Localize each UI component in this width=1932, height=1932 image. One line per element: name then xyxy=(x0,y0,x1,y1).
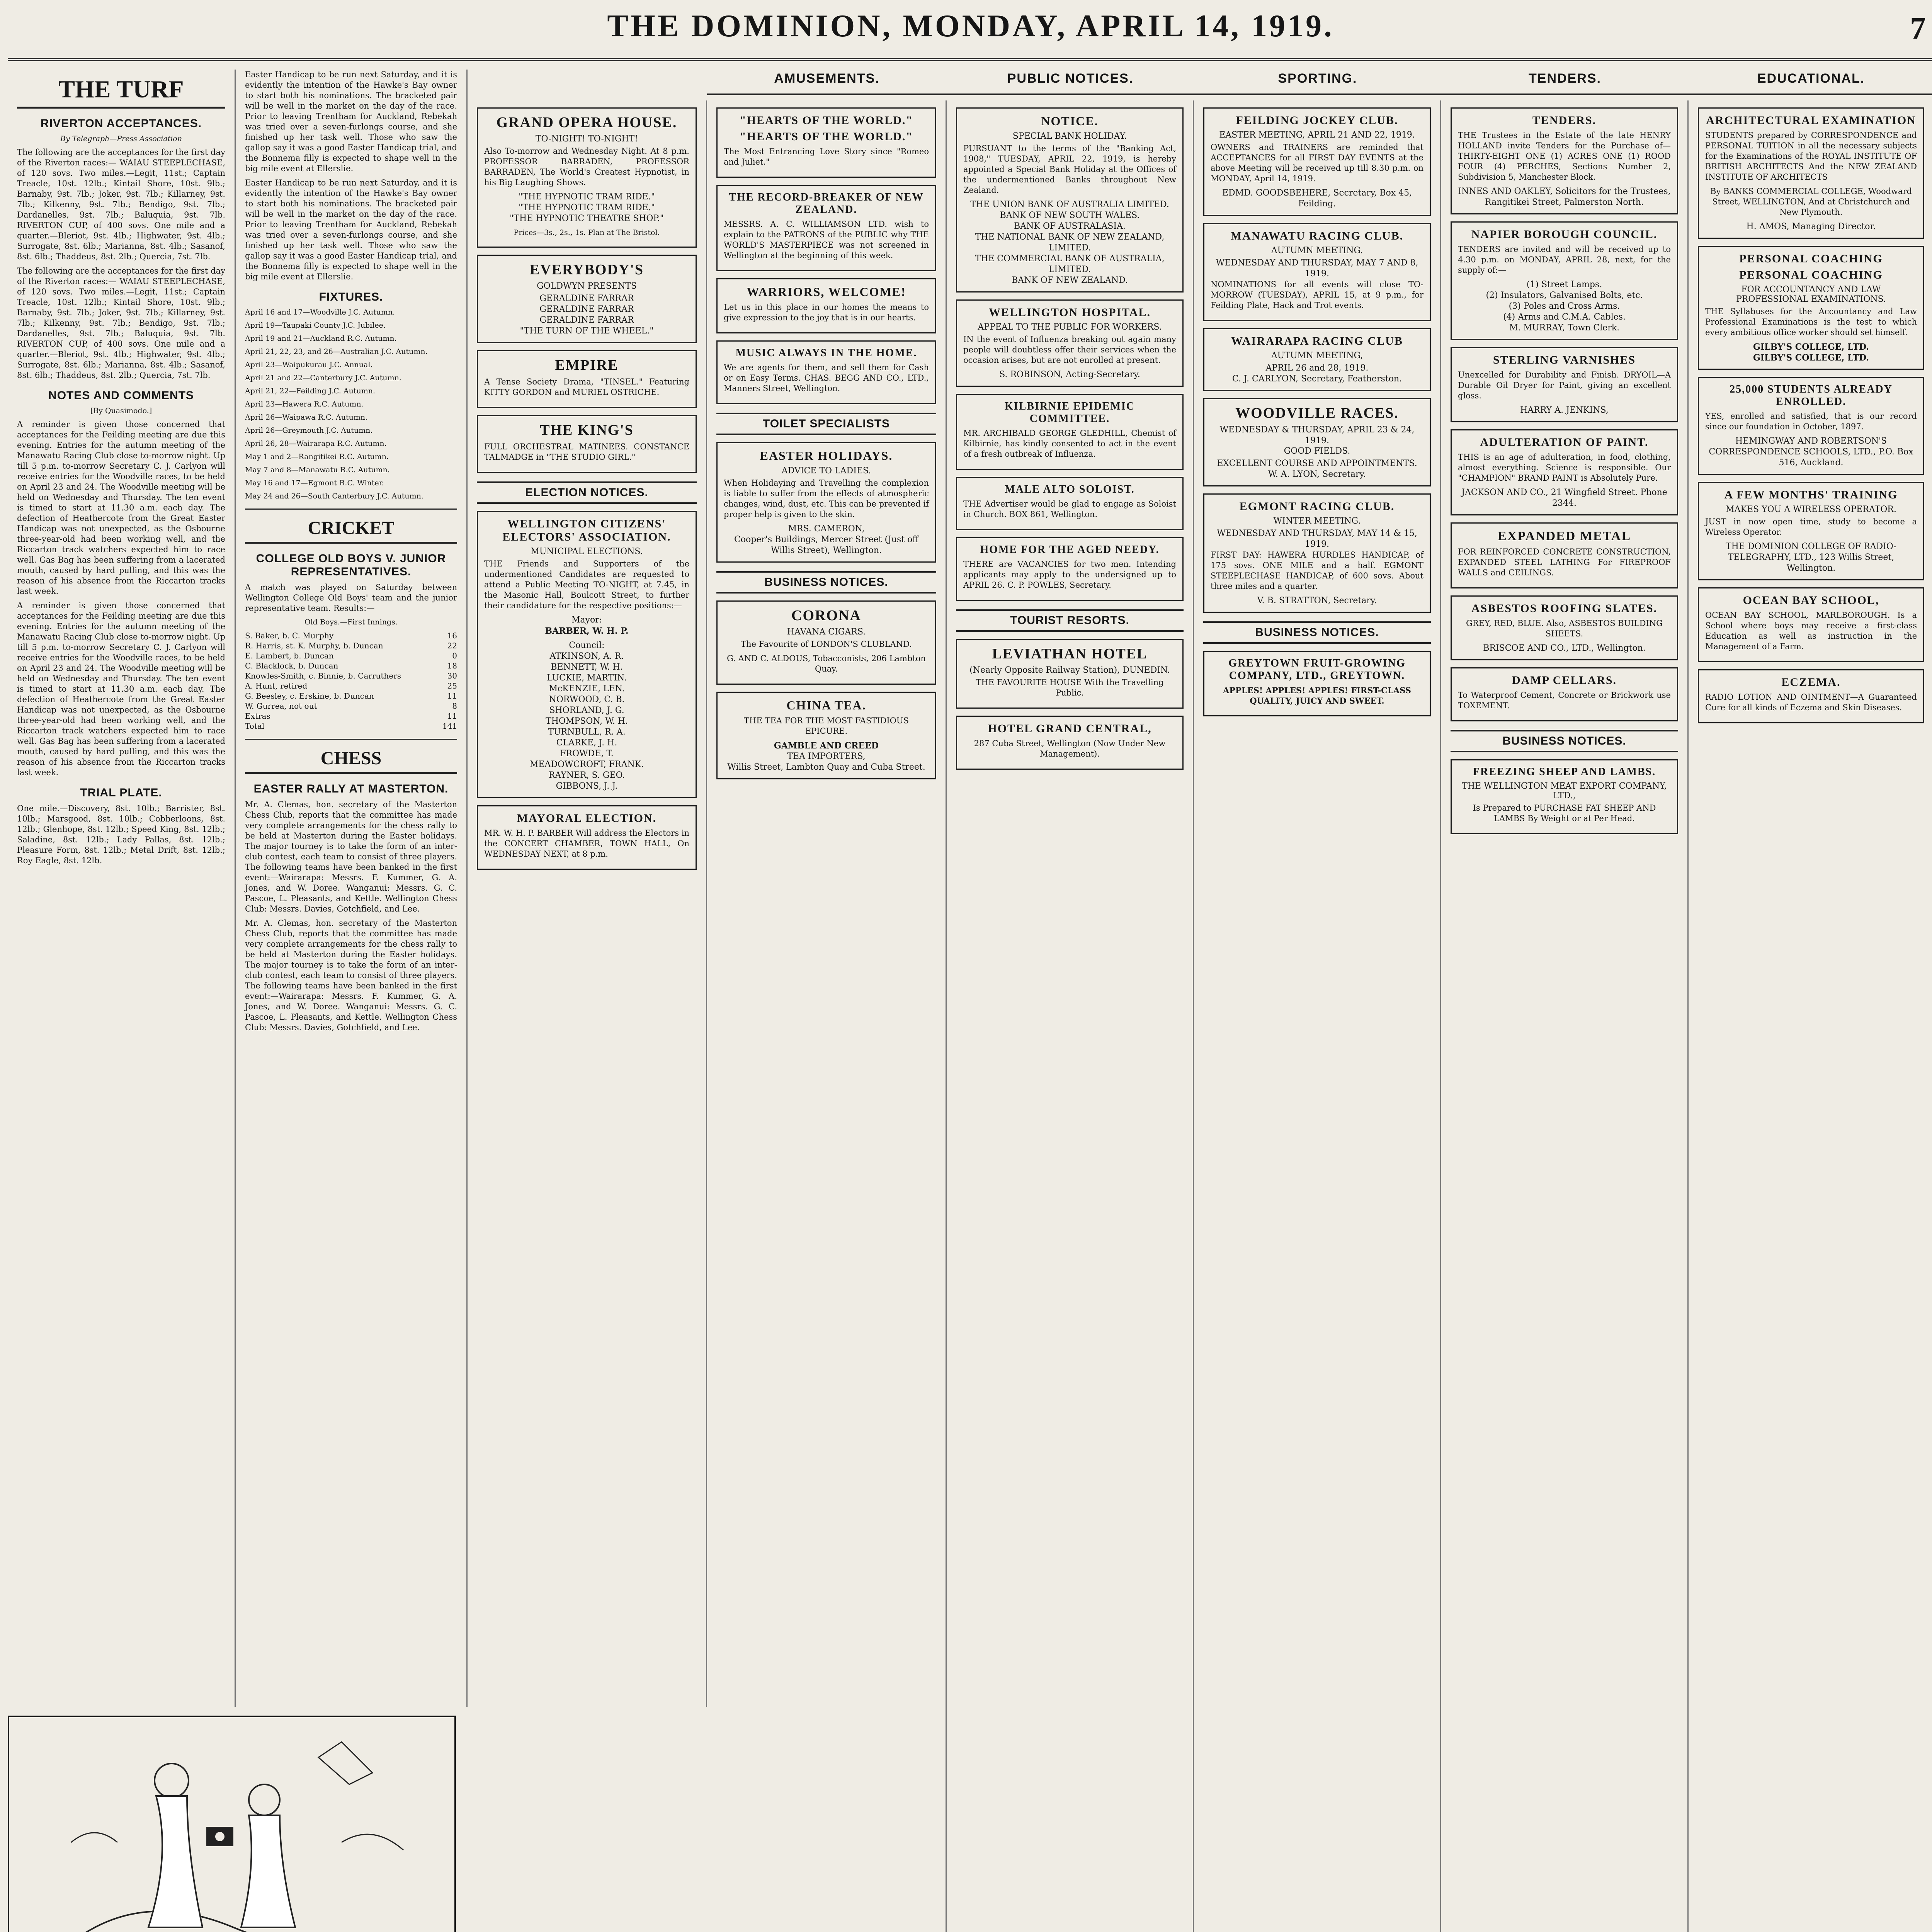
asbestos-text: GREY, RED, BLUE. Also, ASBESTOS BUILDING SHEETS. xyxy=(1466,619,1663,638)
arch-by: By BANKS COMMERCIAL COLLEGE, Woodward Street, WELLINGTON, And at Christchurch and New Plymouth. xyxy=(1710,187,1912,217)
council-candidate: CLARKE, J. H. xyxy=(556,738,617,748)
hearts-title: "HEARTS OF THE WORLD." xyxy=(739,114,913,127)
feilding-jockey-club xyxy=(1203,107,1431,216)
opera-house-tonight: TO-NIGHT! TO-NIGHT! xyxy=(535,134,638,144)
council-candidate: THOMPSON, W. H. xyxy=(545,716,628,726)
sheep-sub: THE WELLINGTON MEAT EXPORT COMPANY, LTD., xyxy=(1462,781,1667,801)
corona-sub: HAVANA CIGARS. xyxy=(787,627,866,637)
mayoral-text: MR. W. H. P. BARBER Will address the Electors in the CONCERT CHAMBER, TOWN HALL, On WEDNESDAY NEXT, at 8 p.m. xyxy=(484,828,689,859)
hospital-appeal xyxy=(956,299,1184,387)
business-notices-heading-3: BUSINESS NOTICES. xyxy=(1451,730,1678,752)
hearts-text: The Most Entrancing Love Story since "Romeo and Juliet." xyxy=(724,147,929,167)
runs: 25 xyxy=(447,681,457,690)
ocean-text: OCEAN BAY SCHOOL, MARLBOROUGH. Is a School where boys may receive a first-class Education as well as instruction in the Management of a Farm. xyxy=(1705,611,1917,651)
batsman: W. Gurrea, not out xyxy=(245,701,317,711)
aged-text: THERE are VACANCIES for two men. Intending applicants may apply to the undersigned up to APRIL 26. C. P. POWLES, Secretary. xyxy=(963,560,1176,590)
radio-text: JUST in now open time, study to become a Wireless Operator. xyxy=(1705,517,1917,537)
trial-plate-heading: TRIAL PLATE. xyxy=(80,786,162,799)
architectural-exam-ad xyxy=(1698,107,1924,239)
everybodys-star: GERALDINE FARRAR xyxy=(539,304,634,314)
sheep-title: FREEZING SHEEP AND LAMBS. xyxy=(1473,766,1656,778)
fixture-item: May 1 and 2—Rangitikei R.C. Autumn. xyxy=(245,452,389,461)
section-header-public-notices: PUBLIC NOTICES. xyxy=(947,65,1194,95)
egmont-sub: WINTER MEETING. xyxy=(1273,516,1361,526)
citizens-text: THE Friends and Supporters of the undermentioned Candidates are requested to attend a Public Meeting TO-NIGHT, at 7.45, in the Masonic Hall, Boulcott Street, to further their candidature for the respective positions:— xyxy=(484,559,689,610)
eczema-text: RADIO LOTION AND OINTMENT—A Guaranteed Cure for all kinds of Eczema and Skin Diseases. xyxy=(1705,692,1917,712)
council-label: Council: xyxy=(569,641,605,650)
everybodys-ad xyxy=(477,255,697,343)
greytown-title: GREYTOWN FRUIT-GROWING COMPANY, LTD., GREYTOWN. xyxy=(1228,657,1406,682)
batsman: Extras xyxy=(245,711,270,721)
bank-name: BANK OF NEW ZEALAND. xyxy=(1012,276,1128,285)
napier-item: (3) Poles and Cross Arms. xyxy=(1509,301,1620,311)
everybodys-title: EVERYBODY'S xyxy=(529,262,644,278)
ocean-title: OCEAN BAY SCHOOL, xyxy=(1743,594,1879,607)
wairarapa-racing-club xyxy=(1203,328,1431,391)
wireless-training-ad xyxy=(1698,482,1924,580)
batsman: C. Blacklock, b. Duncan xyxy=(245,661,338,670)
bank-name: THE COMMERCIAL BANK OF AUSTRALIA, LIMITED. xyxy=(975,254,1165,274)
fixture-item: May 7 and 8—Manawatu R.C. Autumn. xyxy=(245,466,390,474)
greytown-text: APPLES! APPLES! APPLES! FIRST-CLASS QUALITY, JUICY AND SWEET. xyxy=(1223,685,1411,706)
turf-heading: THE TURF xyxy=(17,75,225,109)
council-candidate: RAYNER, S. GEO. xyxy=(548,770,625,780)
fixture-item: April 21 and 22—Canterbury J.C. Autumn. xyxy=(245,374,401,382)
column-turf-cont xyxy=(236,70,468,1707)
china-tea-ad xyxy=(716,692,936,779)
mayoral-title: MAYORAL ELECTION. xyxy=(517,812,657,825)
warriors-text: Let us in this place in our homes the means to give expression to the joy that is in our hearts. xyxy=(724,303,929,322)
corona-title: CORONA xyxy=(791,607,861,624)
music-home-ad xyxy=(716,340,936,404)
bank-notice-sub: SPECIAL BANK HOLIDAY. xyxy=(1012,131,1127,141)
fixtures-heading: FIXTURES. xyxy=(319,291,383,303)
woodville-text: EXCELLENT COURSE AND APPOINTMENTS. xyxy=(1217,459,1417,468)
soloist-notice xyxy=(956,477,1184,530)
mayor-candidate: BARBER, W. H. P. xyxy=(545,626,629,636)
council-candidate: BENNETT, W. H. xyxy=(551,662,623,672)
egmont-title: EGMONT RACING CLUB. xyxy=(1239,500,1395,513)
mayoral-election-ad xyxy=(477,805,697,870)
chess-text: Mr. A. Clemas, hon. secretary of the Masterton Chess Club, reports that the committee has made very complete arrangements for the chess rally to be held at Masterton during the Easter holidays. The major tourney is to take the form of an inter-club contest, each team to consist of three players. The following teams have been banked in the first event:—Wairarapa: Messrs. F. Kummer, G. A. Jones, and W. Doree. Wanganui: Messrs. G. C. Pascoe, L. Pleasants, and Kettle. Wellington Chess Club: Messrs. Davies, Gotchfield, and Lee. xyxy=(245,800,457,913)
china-tea-title: CHINA TEA. xyxy=(786,698,866,712)
holland-estate-tender xyxy=(1451,107,1678,214)
column-tenders xyxy=(1441,100,1689,1932)
manawatu-title: MANAWATU RACING CLUB. xyxy=(1230,230,1404,242)
sterling-varnishes-ad xyxy=(1451,347,1678,422)
fixture-item: April 19 and 21—Auckland R.C. Autumn. xyxy=(245,334,397,343)
council-candidate: GIBBONS, J. J. xyxy=(556,781,618,791)
runs: 0 xyxy=(452,651,457,660)
record-breaker-ad xyxy=(716,185,936,271)
gilby-college: GILBY'S COLLEGE, LTD. xyxy=(1753,342,1869,352)
council-candidates xyxy=(484,651,689,792)
damp-title: DAMP CELLARS. xyxy=(1512,674,1617,687)
manawatu-sub: AUTUMN MEETING. xyxy=(1271,246,1363,255)
election-notices-heading: ELECTION NOTICES. xyxy=(477,481,697,504)
adulteration-sign: JACKSON AND CO., 21 Wingfield Street. Phone 2344. xyxy=(1461,488,1667,508)
radio-title: A FEW MONTHS' TRAINING xyxy=(1724,488,1898,501)
napier-item: (4) Arms and C.M.A. Cables. xyxy=(1503,312,1626,322)
napier-item: (1) Street Lamps. xyxy=(1526,280,1602,289)
kings-ad xyxy=(477,415,697,473)
easter-sub: ADVICE TO LADIES. xyxy=(781,466,871,476)
fixture-item: April 26—Greymouth J.C. Autumn. xyxy=(245,426,373,435)
kings-title: THE KING'S xyxy=(540,422,634,438)
opera-house-text: Also To-morrow and Wednesday Night. At 8 p.m. PROFESSOR BARRADEN, PROFESSOR BARRADEN, The World's Greatest Hypnotist, in his Big Laughing Shows. xyxy=(484,146,689,187)
council-candidate: FROWDE, T. xyxy=(560,749,614,759)
tender1-title: TENDERS. xyxy=(1532,114,1597,127)
woodville-sub: GOOD FIELDS. xyxy=(1284,446,1350,456)
everybodys-star: GERALDINE FARRAR xyxy=(539,294,634,303)
damp-cellars-ad xyxy=(1451,667,1678,721)
fixture-item: May 24 and 26—South Canterbury J.C. Autumn. xyxy=(245,492,423,500)
kilbirnie-text: MR. ARCHIBALD GEORGE GLEDHILL, Chemist of Kilbirnie, has kindly consented to act in the event of a fresh outbreak of Influenza. xyxy=(963,429,1176,459)
fixture-item: April 21, 22—Feilding J.C. Autumn. xyxy=(245,387,376,395)
bank-notice-text: PURSUANT to the terms of the "Banking Act, 1908," TUESDAY, APRIL 22, 1919, is hereby appointed a Special Bank Holiday at the Offices of the undermentioned Banks throughout New Zealand. xyxy=(963,144,1176,195)
fixture-item: April 26, 28—Wairarapa R.C. Autumn. xyxy=(245,439,387,448)
metal-title: EXPANDED METAL xyxy=(1497,529,1631,543)
soloist-text: THE Advertiser would be glad to engage as Soloist in Church. BOX 861, Wellington. xyxy=(963,499,1176,519)
hospital-sign: S. ROBINSON, Acting-Secretary. xyxy=(999,370,1140,379)
picnic-illustration-icon xyxy=(25,1726,442,1932)
scorecard-row xyxy=(245,671,457,681)
greytown-fruit-ad xyxy=(1203,651,1431,716)
wairarapa-dates: APRIL 26 and 28, 1919. xyxy=(1265,363,1369,373)
runs: 141 xyxy=(442,721,457,731)
fixture-item: April 26—Waipawa R.C. Autumn. xyxy=(245,413,368,422)
varnish-title: STERLING VARNISHES xyxy=(1493,354,1636,366)
corona-text: The Favourite of LONDON'S CLUBLAND. xyxy=(741,639,912,649)
trial-plate-text: One mile.—Discovery, 8st. 10lb.; Barrister, 8st. 10lb.; Marsgood, 8st. 10lb.; Cobberloons, 8st. 12lb.; Glenhope, 8st. 12lb.; Speed King, 8st. 12lb.; Saladine, 8st. 12lb.; Lady Pallas, 8st. 12lb.; Pleasure Form, 8st. 12lb.; Metal Drift, 8st. 12lb.; Roy Eagle, 8st. 12lb. xyxy=(17,804,225,865)
batsman: R. Harris, st. K. Murphy, b. Duncan xyxy=(245,641,383,650)
section-header-amusements: AMUSEMENTS. xyxy=(707,65,947,95)
runs: 11 xyxy=(447,711,457,721)
woodville-dates: WEDNESDAY & THURSDAY, APRIL 23 & 24, 1919. xyxy=(1219,425,1415,446)
bank-name: THE UNION BANK OF AUSTRALIA LIMITED. xyxy=(970,200,1169,209)
leviathan-sub: (Nearly Opposite Railway Station), DUNEDIN. xyxy=(969,665,1170,675)
freezing-sheep-ad xyxy=(1451,759,1678,834)
runs: 11 xyxy=(447,691,457,701)
radio-sign: THE DOMINION COLLEGE OF RADIO-TELEGRAPHY, LTD., 123 Willis Street, Wellington. xyxy=(1725,542,1897,573)
fixtures-list xyxy=(245,308,457,501)
aged-needy-notice xyxy=(956,537,1184,601)
coaching-text: THE Syllabuses for the Accountancy and Law Professional Examinations is the test to which every ambitious office worker should set himself. xyxy=(1705,307,1917,337)
coaching-ad xyxy=(1698,246,1924,370)
business-notices-heading: BUSINESS NOTICES. xyxy=(716,571,936,594)
riverton-heading: RIVERTON ACCEPTANCES. xyxy=(40,117,202,130)
scorecard-row xyxy=(245,641,457,651)
leviathan-text: THE FAVOURITE HOUSE With the Travelling Public. xyxy=(976,678,1164,697)
council-candidate: LUCKIE, MARTIN. xyxy=(547,673,627,683)
easter-text: When Holidaying and Travelling the complexion is liable to suffer from the effects of atmospheric changes, wind, dust, etc. This can be prevented if proper help is given to the skin. xyxy=(724,478,929,519)
asbestos-sign: BRISCOE AND CO., LTD., Wellington. xyxy=(1483,643,1646,653)
coaching-title-repeat: PERSONAL COACHING xyxy=(1739,269,1883,281)
coaching-title: PERSONAL COACHING xyxy=(1739,252,1883,265)
aged-title: HOME FOR THE AGED NEEDY. xyxy=(980,544,1160,556)
feilding-text: OWNERS and TRAINERS are reminded that ACCEPTANCES for all FIRST DAY EVENTS at the above Meeting will be received up till 8.30 p.m. on MONDAY, April 14, 1919. xyxy=(1211,143,1423,183)
egmont-dates: WEDNESDAY AND THURSDAY, MAY 14 & 15, 1919. xyxy=(1217,529,1417,549)
damp-text: To Waterproof Cement, Concrete or Brickwork use TOXEMENT. xyxy=(1458,690,1671,710)
music-text: We are agents for them, and sell them for Cash or on Easy Terms. CHAS. BEGG AND CO., LTD., Manners Street, Wellington. xyxy=(724,363,929,393)
opera-house-ad xyxy=(477,107,697,248)
column-public-notices xyxy=(947,100,1194,1932)
woodville-races xyxy=(1203,398,1431,486)
batsman: A. Hunt, retired xyxy=(245,681,308,690)
cricket-subheading: COLLEGE OLD BOYS V. JUNIOR REPRESENTATIVES. xyxy=(256,552,446,578)
cricket-team: Old Boys.—First Innings. xyxy=(304,618,398,626)
hospital-title: WELLINGTON HOSPITAL. xyxy=(989,306,1151,319)
empire-text: A Tense Society Drama, "TINSEL." Featuring KITTY GORDON and MURIEL OSTRICHE. xyxy=(484,377,689,397)
empire-ad xyxy=(477,350,697,408)
everybodys-star: GERALDINE FARRAR xyxy=(539,315,634,325)
column-amusements-left xyxy=(468,100,707,1707)
bank-name: BANK OF AUSTRALASIA. xyxy=(1014,221,1126,231)
leviathan-hotel-ad xyxy=(956,639,1184,709)
aldous-address: G. AND C. ALDOUS, Tobacconists, 206 Lambton Quay. xyxy=(727,654,926,673)
masthead xyxy=(8,3,1932,61)
bank-list xyxy=(963,199,1176,286)
runs: 8 xyxy=(452,701,457,711)
manawatu-racing-club xyxy=(1203,223,1431,321)
soloist-title: MALE ALTO SOLOIST. xyxy=(1005,483,1135,495)
fixture-item: May 16 and 17—Egmont R.C. Winter. xyxy=(245,479,384,487)
wairarapa-sub: AUTUMN MEETING, xyxy=(1271,351,1363,361)
feilding-sub: EASTER MEETING, APRIL 21 AND 22, 1919. xyxy=(1219,130,1415,140)
napier-borough-tender xyxy=(1451,221,1678,340)
napier-text: TENDERS are invited and will be received up to 4.30 p.m. on MONDAY, APRIL 28, next, for the supply of:— xyxy=(1458,245,1671,275)
notes-text-cont: A reminder is given those concerned that acceptances for the Feilding meeting are due this evening. Entries for the autumn meeting of the Manawatu Racing Club close to-morrow night. Up till 5 p.m. to-morrow Secretary C. J. Carlyon will receive entries for the Woodville races, to be held on April 23 and 24. The Woodville meeting will be held on Wednesday and Thursday. The ten event is timed to start at 11.30 a.m. each day. The defection of Heathercote from the Great Easter Handicap was not unexpected, as the Osbourne three-year-old had been working well, and the Riccarton track watchers expected him to race well. Gas Bag has been suffering from a lacerated mouth, caused by hard pulling, and this was the reason of his absence from the Riccarton tracks last week. xyxy=(17,601,225,777)
riverton-text: The following are the acceptances for the first day of the Riverton races:— WAIAU STEEPLECHASE, of 120 sovs. Two miles.—Legit, 11st.; Captain Treacle, 10st. 12lb.; Kintail Shore, 10st. 9lb.; Barnaby, 9st. 7lb.; Joker, 9st. 7lb.; Killarney, 9st. 7lb.; Kilkenny, 9st. 7lb.; Bendigo, 9st. 7lb.; Dardanelles, 9st. 7lb.; Baluquia, 9st. 7lb. RIVERTON CUP, of 400 sovs. One mile and a quarter.—Bleriot, 9st. 4lb.; Highwater, 9st. 4lb.; Surrogate, 8st. 6lb.; Marianna, 8st. 4lb.; Sasanof, 8st. 6lb.; Thaddeus, 8st. 2lb.; Quercia, 7st. 7lb. xyxy=(17,148,225,261)
bank-name: THE NATIONAL BANK OF NEW ZEALAND, LIMITED. xyxy=(975,232,1165,253)
grand-central-text: 287 Cuba Street, Wellington (Now Under New Management). xyxy=(974,739,1166,759)
opera-house-prices: Prices—3s., 2s., 1s. Plan at The Bristol. xyxy=(514,228,660,237)
adulteration-title: ADULTERATION OF PAINT. xyxy=(1480,436,1649,449)
bank-notice-title: NOTICE. xyxy=(1041,114,1099,128)
council-candidate: NORWOOD, C. B. xyxy=(549,695,625,704)
easter-title: EASTER HOLIDAYS. xyxy=(760,449,893,463)
hemingway-address: HEMINGWAY AND ROBERTSON'S CORRESPONDENCE SCHOOLS, LTD., P.O. Box 516, Auckland. xyxy=(1709,436,1913,468)
riverton-text-cont: The following are the acceptances for the first day of the Riverton races:— WAIAU STEEPLECHASE, of 120 sovs. Two miles.—Legit, 11st.; Captain Treacle, 10st. 12lb.; Kintail Shore, 10st. 9lb.; Barnaby, 9st. 7lb.; Joker, 9st. 7lb.; Killarney, 9st. 7lb.; Kilkenny, 9st. 7lb.; Bendigo, 9st. 7lb.; Dardanelles, 9st. 7lb.; Baluquia, 9st. 7lb. RIVERTON CUP, of 400 sovs. One mile and a quarter.—Bleriot, 9st. 4lb.; Highwater, 9st. 4lb.; Surrogate, 8st. 6lb.; Marianna, 8st. 4lb.; Sasanof, 8st. 6lb.; Thaddeus, 8st. 2lb.; Quercia, 7st. 7lb. xyxy=(17,266,225,380)
chess-subheading: EASTER RALLY AT MASTERTON. xyxy=(253,782,449,795)
varnish-text: Unexcelled for Durability and Finish. DRYOIL—A Durable Oil Dryer for Paint, giving an excellent gloss. xyxy=(1458,370,1671,400)
divider xyxy=(245,739,457,740)
arch-sign: H. AMOS, Managing Director. xyxy=(1746,222,1876,231)
egmont-racing-club xyxy=(1203,493,1431,613)
hospital-sub: APPEAL TO THE PUBLIC FOR WORKERS. xyxy=(978,322,1162,332)
woodville-title: WOODVILLE RACES. xyxy=(1235,405,1399,421)
council-candidate: TURNBULL, R. A. xyxy=(548,727,626,737)
arch-text: STUDENTS prepared by CORRESPONDENCE and PERSONAL TUITION in all the necessary subjects for the Examinations of the ROYAL INSTITUTE OF BRITISH ARCHITECTS And the NEW ZEALAND INSTITUTE OF ARCHITECTS xyxy=(1705,131,1917,182)
fixture-item: April 16 and 17—Woodville J.C. Autumn. xyxy=(245,308,395,316)
egmont-text: FIRST DAY: HAWERA HURDLES HANDICAP, of 175 sovs. ONE MILE and a half. EGMONT STEEPLECHASE HANDICAP, of 600 sovs. About three miles and a quarter. xyxy=(1211,550,1423,591)
scorecard-row xyxy=(245,701,457,711)
section-header-educational: EDUCATIONAL. xyxy=(1689,65,1932,95)
mayor-label: Mayor: xyxy=(571,615,602,625)
gamble-sub: TEA IMPORTERS, xyxy=(787,752,866,761)
bank-holiday-notice xyxy=(956,107,1184,293)
batsman: Knowles-Smith, c. Binnie, b. Carruthers xyxy=(245,671,401,680)
gilby-college-repeat: GILBY'S COLLEGE, LTD. xyxy=(1753,353,1869,363)
eczema-title: ECZEMA. xyxy=(1781,676,1841,689)
hospital-text: IN the event of Influenza breaking out again many people will doubtless offer their services when the occasion arises, but are not enrolled at present. xyxy=(963,335,1176,365)
cricket-scorecard xyxy=(245,631,457,731)
toilet-specialists-heading: TOILET SPECIALISTS xyxy=(716,413,936,435)
record-breaker-title: THE RECORD-BREAKER OF NEW ZEALAND. xyxy=(729,191,924,216)
notes-text: A reminder is given those concerned that acceptances for the Feilding meeting are due this evening. Entries for the autumn meeting of the Manawatu Racing Club close to-morrow night. Up till 5 p.m. to-morrow Secretary C. J. Carlyon will receive entries for the Woodville races, to be held on April 23 and 24. The Woodville meeting will be held on Wednesday and Thursday. The ten event is timed to start at 11.30 a.m. each day. The defection of Heathercote from the Great Easter Handicap was not unexpected, as the Osbourne three-year-old had been working well, and the Riccarton track watchers expected him to race well. Gas Bag has been suffering from a lacerated mouth, caused by hard pulling, and this was the reason of his absence from the Riccarton tracks last week. xyxy=(17,420,225,596)
varnish-sign: HARRY A. JENKINS, xyxy=(1520,405,1609,415)
chess-heading: CHESS xyxy=(245,748,457,774)
adulteration-paint-ad xyxy=(1451,429,1678,515)
arch-title: ARCHITECTURAL EXAMINATION xyxy=(1706,114,1916,127)
batsman: Total xyxy=(245,721,265,731)
students-enrolled-ad xyxy=(1698,377,1924,475)
council-candidate: SHORLAND, J. G. xyxy=(549,706,624,715)
divider xyxy=(245,509,457,510)
opera-house-title: GRAND OPERA HOUSE. xyxy=(496,114,677,131)
cricket-text: A match was played on Saturday between Wellington College Old Boys' team and the junior representative team. Results:— xyxy=(245,583,457,613)
fixture-item: April 23—Hawera R.C. Autumn. xyxy=(245,400,364,408)
leviathan-title: LEVIATHAN HOTEL xyxy=(992,646,1148,662)
gamble-creed: GAMBLE AND CREED xyxy=(774,741,879,751)
enrolled-title: 25,000 STUDENTS ALREADY ENROLLED. xyxy=(1730,383,1893,408)
warriors-title: WARRIORS, WELCOME! xyxy=(747,285,906,299)
cricket-heading: CRICKET xyxy=(245,517,457,544)
tender1-sign: INNES AND OAKLEY, Solicitors for the Trustees, Rangitikei Street, Palmerston North. xyxy=(1458,187,1671,207)
chess-text-cont: Mr. A. Clemas, hon. secretary of the Masterton Chess Club, reports that the committee has made very complete arrangements for the chess rally to be held at Masterton during the Easter holidays. The major tourney is to take the form of an inter-club contest, each team to consist of three players. The following teams have been banked in the first event:—Wairarapa: Messrs. F. Kummer, G. A. Jones, and W. Doree. Wanganui: Messrs. G. C. Pascoe, L. Pleasants, and Kettle. Wellington Chess Club: Messrs. Davies, Gotchfield, and Lee. xyxy=(245,918,457,1032)
bank-name: BANK OF NEW SOUTH WALES. xyxy=(1000,211,1140,220)
manawatu-text: NOMINATIONS for all events will close TO-MORROW (TUESDAY), APRIL 15, at 9 p.m., for Feilding Plate, Hack and Trot events. xyxy=(1211,280,1423,310)
notes-heading: NOTES AND COMMENTS xyxy=(48,389,194,402)
kodak-advertisement xyxy=(8,1716,456,1932)
coaching-sub: FOR ACCOUNTANCY AND LAW PROFESSIONAL EXAMINATIONS. xyxy=(1736,285,1886,304)
music-title: MUSIC ALWAYS IN THE HOME. xyxy=(735,347,917,359)
scorecard-row xyxy=(245,631,457,641)
opera-house-show: "THE HYPNOTIC TRAM RIDE." xyxy=(519,192,655,202)
column-turf xyxy=(8,70,236,1707)
fixture-item: April 19—Taupaki County J.C. Jubilee. xyxy=(245,321,386,330)
citizens-title: WELLINGTON CITIZENS' ELECTORS' ASSOCIATION. xyxy=(502,517,671,543)
batsman: S. Baker, b. C. Murphy xyxy=(245,631,334,640)
wairarapa-sign: C. J. CARLYON, Secretary, Featherston. xyxy=(1232,374,1402,384)
hearts-title-repeat: "HEARTS OF THE WORLD." xyxy=(739,130,913,143)
kings-text: FULL ORCHESTRAL MATINEES. CONSTANCE TALMADGE in "THE STUDIO GIRL." xyxy=(484,442,689,462)
manawatu-dates: WEDNESDAY AND THURSDAY, MAY 7 AND 8, 1919. xyxy=(1216,258,1418,279)
municipal-elections: MUNICIPAL ELECTIONS. xyxy=(531,547,643,556)
woodville-sign: W. A. LYON, Secretary. xyxy=(1268,469,1366,479)
runs: 16 xyxy=(447,631,457,640)
kodak-illustration xyxy=(25,1726,439,1932)
empire-title: EMPIRE xyxy=(555,357,619,373)
feilding-sign: EDMD. GOODSBEHERE, Secretary, Box 45, Feilding. xyxy=(1222,188,1412,209)
hearts-of-world-ad xyxy=(716,107,936,178)
runs: 30 xyxy=(447,671,457,680)
council-candidate: McKENZIE, LEN. xyxy=(549,684,625,694)
napier-sign: M. MURRAY, Town Clerk. xyxy=(1509,323,1620,333)
scorecard-row xyxy=(245,711,457,721)
eczema-ad xyxy=(1698,669,1924,723)
column-educational xyxy=(1689,100,1932,1932)
riverton-byline: By Telegraph—Press Association xyxy=(60,134,182,143)
warriors-welcome-ad xyxy=(716,278,936,333)
easter-holidays-ad xyxy=(716,442,936,563)
kilbirnie-title: KILBIRNIE EPIDEMIC COMMITTEE. xyxy=(1004,400,1135,425)
opera-house-show: "THE HYPNOTIC TRAM RIDE." xyxy=(519,203,655,213)
grand-central-title: HOTEL GRAND CENTRAL, xyxy=(988,722,1152,735)
radio-sub: MAKES YOU A WIRELESS OPERATOR. xyxy=(1726,505,1896,514)
tender1-text: THE Trustees in the Estate of the late HENRY HOLLAND invite Tenders for the Purchase of— THIRTY-EIGHT ONE (1) ACRES ONE (1) ROOD FOUR (4) PERCHES, Sections Number 2, Subdivision 5, Manchester Block. xyxy=(1458,131,1671,182)
grand-central-ad xyxy=(956,716,1184,770)
runs: 18 xyxy=(447,661,457,670)
feilding-title: FEILDING JOCKEY CLUB. xyxy=(1236,114,1398,127)
metal-text: FOR REINFORCED CONCRETE CONSTRUCTION, EXPANDED STEEL LATHING For FIREPROOF WALLS and CEILINGS. xyxy=(1458,547,1671,577)
napier-item: (2) Insulators, Galvanised Bolts, etc. xyxy=(1486,291,1643,300)
napier-items xyxy=(1458,279,1671,323)
asbestos-ad xyxy=(1451,595,1678,660)
scorecard-row xyxy=(245,721,457,731)
scorecard-row xyxy=(245,691,457,701)
council-candidate: MEADOWCROFT, FRANK. xyxy=(529,760,644,769)
everybodys-presents: GOLDWYN PRESENTS xyxy=(537,281,637,291)
column-sporting xyxy=(1194,100,1441,1932)
gamble-address: Willis Street, Lambton Quay and Cuba Street. xyxy=(727,762,925,772)
napier-title: NAPIER BOROUGH COUNCIL. xyxy=(1471,228,1658,241)
enrolled-text: YES, enrolled and satisfied, that is our record since our foundation in October, 1897. xyxy=(1705,412,1917,431)
tourist-resorts-heading: TOURIST RESORTS. xyxy=(956,609,1184,632)
business-notices-heading-2: BUSINESS NOTICES. xyxy=(1203,621,1431,644)
cameron-name: MRS. CAMERON, xyxy=(788,524,865,534)
newspaper-title: THE DOMINION, MONDAY, APRIL 14, 1919. xyxy=(607,8,1334,43)
asbestos-title: ASBESTOS ROOFING SLATES. xyxy=(1471,602,1658,615)
section-header-sporting: SPORTING. xyxy=(1194,65,1441,95)
kilbirnie-notice xyxy=(956,394,1184,470)
column-amusements-right xyxy=(707,100,947,1932)
ocean-bay-school-ad xyxy=(1698,587,1924,662)
council-candidate: ATKINSON, A. R. xyxy=(549,651,624,661)
cameron-address: Cooper's Buildings, Mercer Street (Just off Willis Street), Wellington. xyxy=(734,535,919,555)
china-tea-text: THE TEA FOR THE MOST FASTIDIOUS EPICURE. xyxy=(744,716,909,736)
turf-cont-text-2: Easter Handicap to be run next Saturday, and it is evidently the intention of the Hawke's Bay owner to start both his nominations. The bracketed pair will be well in the market on the day of the race. Prior to leaving Trentham for Auckland, Rebekah was tried over a seven-furlongs course, and she finished up her task well. Those who saw the gallop say it was a good Easter Handicap trial, and the Bonnema filly is expected to shape well in the big mile event at Ellerslie. xyxy=(245,178,457,281)
batsman: G. Beesley, c. Erskine, b. Duncan xyxy=(245,691,374,701)
sheep-text: Is Prepared to PURCHASE FAT SHEEP AND LAMBS By Weight or at Per Head. xyxy=(1473,803,1656,823)
notes-byline: [By Quasimodo.] xyxy=(90,406,152,415)
everybodys-film: "THE TURN OF THE WHEEL." xyxy=(520,326,654,336)
adulteration-text: THIS is an age of adulteration, in food, clothing, almost everything. Science is responsible. Our "CHAMPION" BRAND PAINT is Absolutely Pure. xyxy=(1458,452,1671,483)
scorecard-row xyxy=(245,681,457,691)
record-breaker-text: MESSRS. A. C. WILLIAMSON LTD. wish to explain to the PATRONS of the PUBLIC why THE WORLD'S MASTERPIECE was not screened in Wellington at the beginning of this week. xyxy=(724,219,929,260)
turf-cont-text: Easter Handicap to be run next Saturday, and it is evidently the intention of the Hawke's Bay owner to start both his nominations. The bracketed pair will be well in the market on the day of the race. Prior to leaving Trentham for Auckland, Rebekah was tried over a seven-furlongs course, and she finished up her task well. Those who saw the gallop say it was a good Easter Handicap trial, and the Bonnema filly is expected to shape well in the big mile event at Ellerslie. xyxy=(245,70,457,173)
citizens-association-ad xyxy=(477,511,697,798)
expanded-metal-ad xyxy=(1451,522,1678,588)
opera-house-show: "THE HYPNOTIC THEATRE SHOP." xyxy=(510,214,664,223)
section-header-tenders: TENDERS. xyxy=(1441,65,1689,95)
wairarapa-title: WAIRARAPA RACING CLUB xyxy=(1231,335,1403,347)
fixture-item: April 23—Waipukurau J.C. Annual. xyxy=(245,361,373,369)
batsman: E. Lambert, b. Duncan xyxy=(245,651,334,660)
scorecard-row xyxy=(245,661,457,671)
fixture-item: April 21, 22, 23, and 26—Australian J.C. Autumn. xyxy=(245,347,428,356)
corona-cigars-ad xyxy=(716,600,936,685)
scorecard-row xyxy=(245,651,457,661)
page-number: 7 xyxy=(1910,10,1926,46)
runs: 22 xyxy=(447,641,457,650)
egmont-sign: V. B. STRATTON, Secretary. xyxy=(1257,596,1377,605)
